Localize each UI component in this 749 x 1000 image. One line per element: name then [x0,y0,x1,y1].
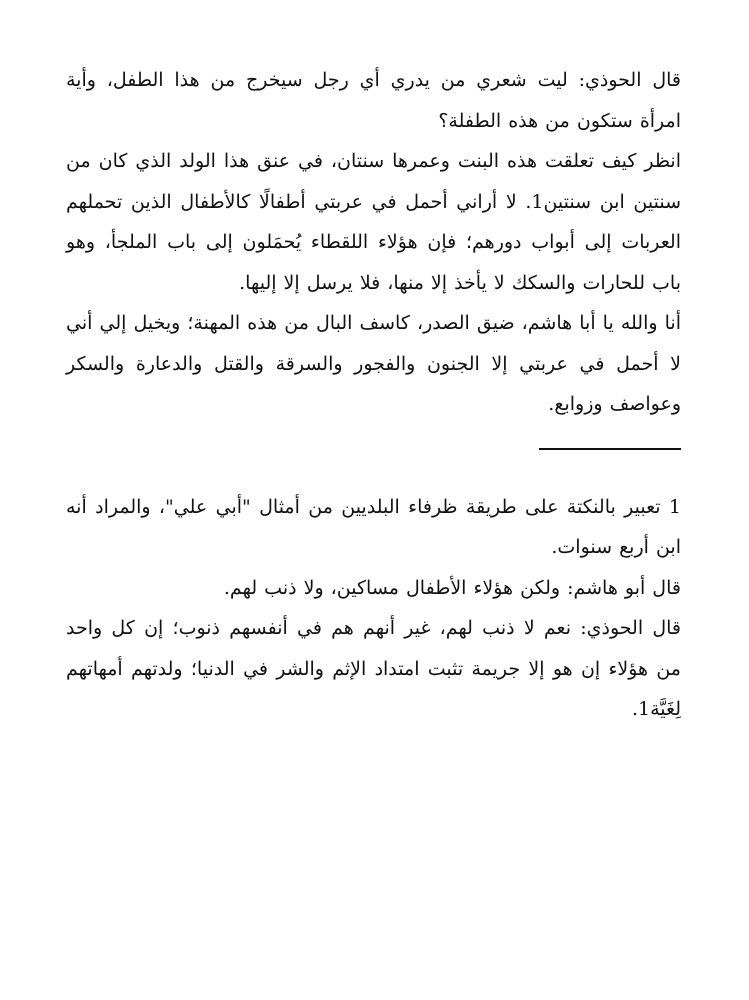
footnote-separator-line [539,448,681,450]
continuation-paragraph: قال الحوذي: نعم لا ذنب لهم، غير أنهم هم في أنفسهم ذنوب؛ إن كل واحد من هؤلاء إن هو إلا جريمة تثبت امتداد الإثم والشر في الدنيا؛ ولدتهم أمهاتهم لِغَيَّة1. [66,617,681,720]
body-paragraph: أنا والله يا أبا هاشم، ضيق الصدر، كاسف البال من هذه المهنة؛ ويخيل إلي أني لا أحمل في عربتي إلا الجنون والفجور والسرقة والقتل والدعارة والسكر وعواصف وزوابع. [66,312,681,415]
page-text-column [66,60,681,730]
body-paragraph: انظر كيف تعلقت هذه البنت وعمرها سنتان، في عنق هذا الولد الذي كان من سنتين ابن سنتين1. لا أراني أحمل في عربتي أطفالًا كالأطفال الذين تحملهم العربات إلى أبواب دورهم؛ فإن هؤلاء اللقطاء يُحمَلون إلى باب الملجأ، وهو باب للحارات والسكك لا يأخذ إلا منها، فلا يرسل إلا إليها. [66,150,681,294]
continuation-paragraph: قال أبو هاشم: ولكن هؤلاء الأطفال مساكين، ولا ذنب لهم. [223,576,681,599]
footnote-separator-area [66,425,681,487]
footnote-text: 1 تعبير بالنكتة على طريقة ظرفاء البلديين من أمثال "أبي علي"، والمراد أنه ابن أربع سنوات. [66,495,681,558]
body-paragraph: قال الحوذي: ليت شعري من يدري أي رجل سيخرج من هذا الطفل، وأية امرأة ستكون من هذه الطفلة؟ [66,69,681,132]
